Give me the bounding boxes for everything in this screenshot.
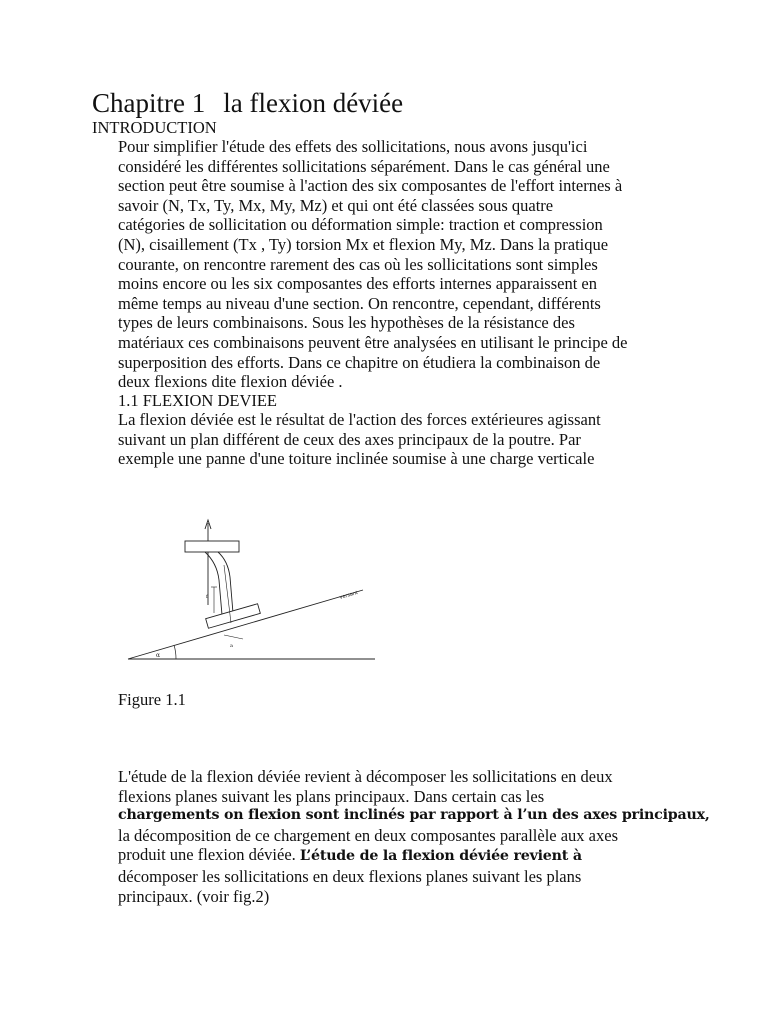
dimension-label-f: f (206, 594, 208, 600)
text-line: principaux. (voir fig.2) (118, 886, 270, 906)
text-line: (N), cisaillement (Tx , Ty) torsion Mx et flexion My, Mz. Dans la pratique (118, 234, 609, 254)
angle-arc (174, 645, 176, 659)
section-heading-1-1: 1.1 FLEXION DEVIEE (118, 391, 278, 410)
roof-slope-line (128, 590, 363, 659)
text-line: flexions planes suivant les plans principaux. Dans certain cas les (118, 786, 545, 806)
text-line: exemple une panne d'une toiture inclinée soumise à une charge verticale (118, 449, 595, 469)
dimension-label-a: a (230, 643, 233, 649)
text-line: la décomposition de ce chargement en deux composantes parallèle aux axes (118, 825, 619, 845)
text-line: matériaux ces combinaisons peuvent être analysées en utilisant le principe de (118, 332, 628, 352)
text-line: moins encore ou les six composantes des efforts internes apparaissent en (118, 274, 597, 294)
text-line: savoir (N, Tx, Ty, Mx, My, Mz) et qui ont été classées sous quatre (118, 195, 554, 215)
web-right-edge (218, 552, 233, 613)
chapter-title: la flexion déviée (223, 88, 404, 118)
top-flange (185, 541, 239, 552)
dimension-line-a (224, 635, 243, 639)
introduction-heading: INTRODUCTION (92, 118, 217, 137)
chapter-number: Chapitre 1 (92, 88, 206, 118)
text-line: catégories de sollicitation ou déformation simple: traction et compression (118, 215, 603, 235)
text-line: Pour simplifier l'étude des effets des sollicitations, nous avons jusqu'ici (118, 137, 588, 156)
text-line: L'étude de la flexion déviée revient à décomposer les sollicitations en deux (118, 767, 613, 786)
roof-label: versant (338, 589, 359, 601)
page-title (92, 86, 403, 120)
text-line: superposition des efforts. Dans ce chapitre on étudiera la combinaison de (118, 352, 601, 372)
figure-caption: Figure 1.1 (118, 690, 186, 709)
text-line: décomposer les sollicitations en deux flexions planes suivant les plans (118, 866, 582, 886)
text-line: section peut être soumise à l'action des six composantes de l'effort internes à (118, 176, 623, 196)
text-line: types de leurs combinaisons. Sous les hypothèses de la résistance des (118, 313, 575, 333)
text-line: La flexion déviée est le résultat de l'action des forces extérieures agissant (118, 410, 601, 429)
bold-text-line: chargements on flexion sont inclinés par rapport à l’un des axes principaux, (118, 807, 710, 824)
introduction-paragraph (118, 137, 693, 392)
text-line: deux flexions dite flexion déviée . (118, 372, 343, 392)
angle-label: α (156, 652, 161, 659)
i-beam-section (185, 541, 260, 628)
text-line: considéré les différentes sollicitations séparément. Dans le cas général une (118, 156, 610, 176)
text-line: suivant un plan différent de ceux des axes principaux de la poutre. Par (118, 429, 581, 449)
bold-text-segment: L’étude de la flexion déviée revient à (299, 848, 582, 865)
figure-purlin-diagram (118, 515, 383, 665)
text-segment: produit une flexion déviée. (118, 845, 300, 865)
text-line: courante, on rencontre rarement des cas où les sollicitations sont simples (118, 254, 598, 274)
text-line: même temps au niveau d'une section. On rencontre, cependant, différents (118, 293, 601, 313)
text-line-mixed (118, 845, 693, 867)
closing-paragraph (118, 767, 710, 906)
section-1-1-paragraph (118, 410, 693, 469)
